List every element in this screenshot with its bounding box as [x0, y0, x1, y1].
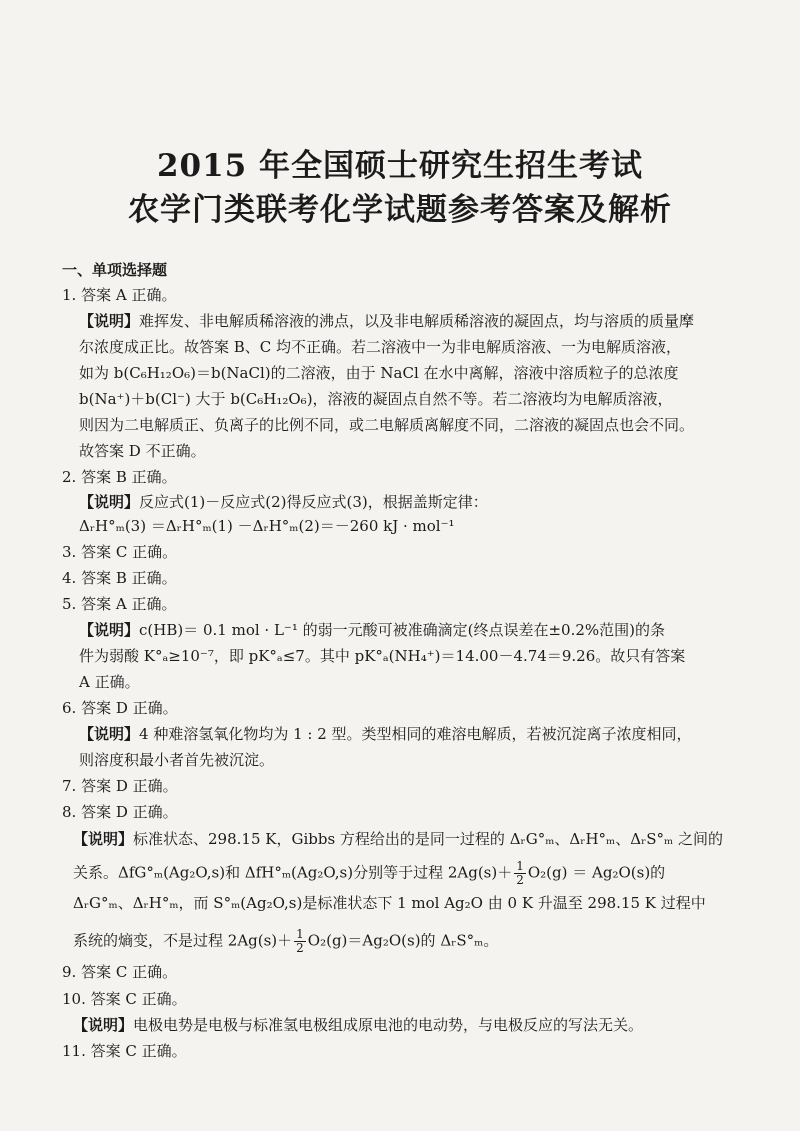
explanation-5-line: 【说明】c(HB)＝ 0.1 mol · L⁻¹ 的弱一元酸可被准确滴定(终点误差在±0.2%范围)的条 [79, 621, 666, 639]
answer-11: 11. 答案 C 正确。 [62, 1042, 187, 1060]
page-subtitle: 农学门类联考化学试题参考答案及解析 [128, 192, 672, 228]
answer-6: 6. 答案 D 正确。 [62, 699, 178, 717]
answer-9: 9. 答案 C 正确。 [62, 963, 178, 981]
answer-3: 3. 答案 C 正确。 [62, 543, 178, 561]
section-heading: 一、单项选择题 [62, 261, 168, 279]
answer-10: 10. 答案 C 正确。 [62, 990, 187, 1008]
explanation-2-line: 【说明】反应式(1)－反应式(2)得反应式(3)，根据盖斯定律： [79, 493, 488, 511]
explanation-tag: 【说明】 [79, 312, 140, 330]
answer-7: 7. 答案 D 正确。 [62, 777, 178, 795]
explanation-8-line: ΔᵣG°ₘ、ΔᵣH°ₘ，而 S°ₘ(Ag₂O,s)是标准状态下 1 mol Ag₂O 由 0 K 升温至 298.15 K 过程中 [73, 894, 706, 912]
explanation-tag: 【说明】 [73, 830, 134, 848]
explanation-1-line: 则因为二电解质正、负离子的比例不同，或二电解质离解度不同，二溶液的凝固点也会不同。 [79, 416, 695, 434]
explanation-8-line: 系统的熵变，不是过程 2Ag(s)＋ $\frac{1}{2}$ O₂(g)＝Ag₂O(s)的 ΔᵣS°ₘ。 [73, 927, 499, 955]
explanation-tag: 【说明】 [73, 1016, 134, 1034]
fraction-one-half: $\frac{1}{2}$ [516, 859, 524, 887]
answer-4: 4. 答案 B 正确。 [62, 569, 177, 587]
answer-2: 2. 答案 B 正确。 [62, 468, 177, 486]
explanation-5-line: 件为弱酸 K°ₐ≥10⁻⁷，即 pK°ₐ≤7。其中 pK°ₐ(NH₄⁺)＝14.00－4.74＝9.26。故只有答案 [79, 647, 686, 665]
explanation-6-line: 【说明】4 种难溶氢氧化物均为 1 : 2 型。类型相同的难溶电解质，若被沉淀离子浓度相同， [79, 725, 692, 743]
explanation-10-line: 【说明】电极电势是电极与标准氢电极组成原电池的电动势，与电极反应的写法无关。 [73, 1016, 644, 1034]
explanation-1-line: 尔浓度成正比。故答案 B、C 均不正确。若二溶液中一为非电解质溶液、一为电解质溶液， [79, 338, 682, 356]
explanation-tag: 【说明】 [79, 621, 140, 639]
answer-1: 1. 答案 A 正确。 [62, 286, 177, 304]
explanation-1-line: b(Na⁺)＋b(Cl⁻) 大于 b(C₆H₁₂O₆)，溶液的凝固点自然不等。若二溶液均为电解质溶液， [79, 390, 673, 408]
explanation-1-line: 【说明】难挥发、非电解质稀溶液的沸点，以及非电解质稀溶液的凝固点，均与溶质的质量摩 [79, 312, 695, 330]
answer-8: 8. 答案 D 正确。 [62, 803, 178, 821]
explanation-tag: 【说明】 [79, 493, 140, 511]
explanation-6-line: 则溶度积最小者首先被沉淀。 [79, 751, 275, 769]
explanation-8-line: 关系。ΔfG°ₘ(Ag₂O,s)和 ΔfH°ₘ(Ag₂O,s)分别等于过程 2Ag(s)＋ $\frac{1}{2}$ O₂(g) ＝ Ag₂O(s)的 [73, 859, 666, 887]
fraction-one-half: $\frac{1}{2}$ [296, 927, 304, 955]
explanation-5-line: A 正确。 [79, 673, 140, 691]
answer-5: 5. 答案 A 正确。 [62, 595, 177, 613]
explanation-1-line: 故答案 D 不正确。 [79, 442, 206, 460]
explanation-2-line: ΔᵣH°ₘ(3) ＝ΔᵣH°ₘ(1) －ΔᵣH°ₘ(2)＝－260 kJ · mol⁻¹ [79, 517, 455, 535]
explanation-1-line: 如为 b(C₆H₁₂O₆)＝b(NaCl)的二溶液，由于 NaCl 在水中离解，溶液中溶质粒子的总浓度 [79, 364, 679, 382]
explanation-8-line: 【说明】标准状态、298.15 K，Gibbs 方程给出的是同一过程的 ΔᵣG°ₘ、ΔᵣH°ₘ、ΔᵣS°ₘ 之间的 [73, 830, 724, 848]
explanation-tag: 【说明】 [79, 725, 140, 743]
page-title: 2015 年全国硕士研究生招生考试 [156, 148, 644, 184]
